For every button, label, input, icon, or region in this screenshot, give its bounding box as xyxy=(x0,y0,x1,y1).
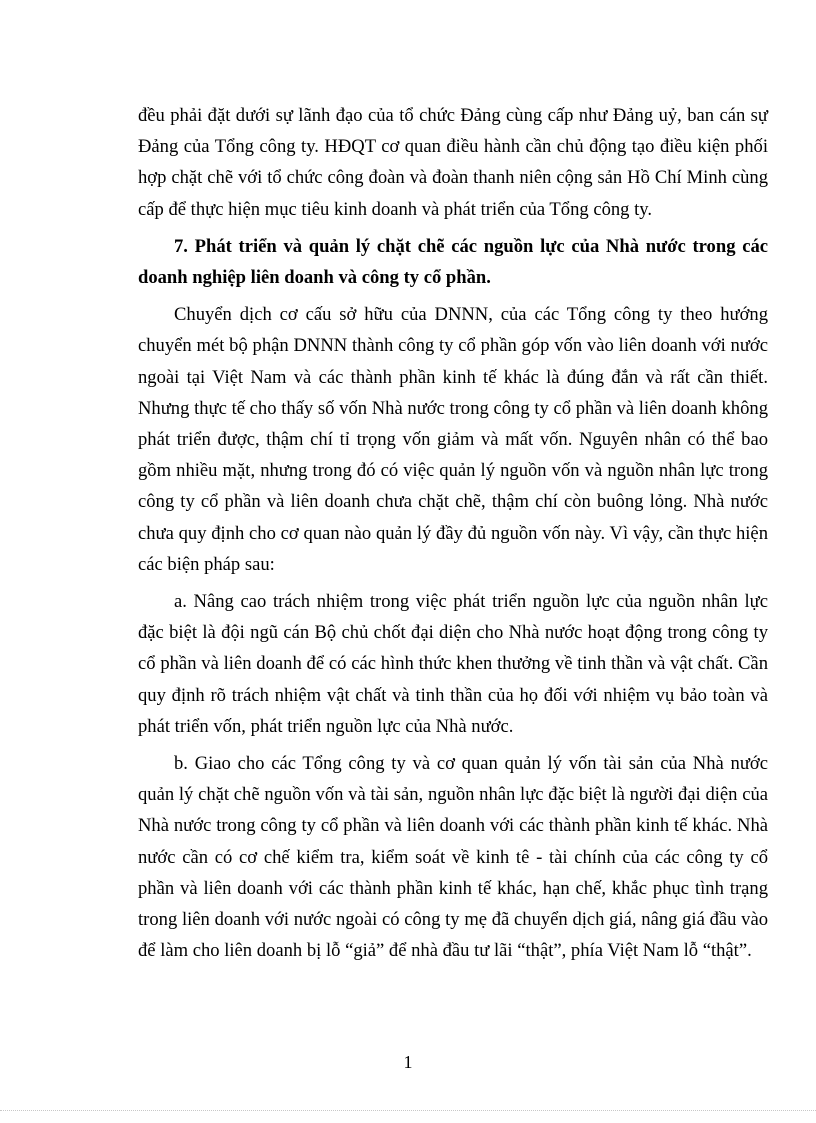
paragraph-ownership: Chuyển dịch cơ cấu sở hữu của DNNN, của các Tổng công ty theo hướng chuyển mét bộ phận DNNN thành công ty cổ phần góp vốn vào liên doanh với nước ngoài tại Việt Nam và các thành phần kinh tế khác là đúng đắn và rất cần thiết. Nhưng thực tế cho thấy số vốn Nhà nước trong công ty cổ phần và liên doanh không phát triển được, thậm chí tỉ trọng vốn giảm và mất vốn. Nguyên nhân có thể bao gồm nhiều mặt, nhưng trong đó có việc quản lý nguồn vốn và nguồn nhân lực trong công ty cổ phần và liên doanh chưa chặt chẽ, thậm chí còn buông lỏng. Nhà nước chưa quy định cho cơ quan nào quản lý đầy đủ nguồn vốn này. Vì vậy, cần thực hiện các biện pháp sau: xyxy=(138,304,768,575)
section-heading: 7. Phát triển và quản lý chặt chẽ các nguồn lực của Nhà nước trong các doanh nghiệp liên doanh và công ty cổ phần. xyxy=(138,235,768,289)
paragraph-measure-b: b. Giao cho các Tổng công ty và cơ quan quản lý vốn tài sản của Nhà nước quản lý chặt chẽ nguồn vốn và tài sản, nguồn nhân lực đặc biệt là người đại diện của Nhà nước trong công ty cổ phần và liên doanh với các thành phần kinh tế khác. Nhà nước cần có cơ chế kiểm tra, kiểm soát về kinh tê - tài chính của các công ty cổ phần và liên doanh với các thành phần kinh tế khác, hạn chế, khắc phục tình trạng trong liên doanh với nước ngoài có công ty mẹ đã chuyển dịch giá, nâng giá đầu vào để làm cho liên doanh bị lỗ “giả” để nhà đầu tư lãi “thật”, phía Việt Nam lỗ “thật”. xyxy=(138,753,768,962)
paragraph-continuation: đều phải đặt dưới sự lãnh đạo của tổ chức Đảng cùng cấp như Đảng uỷ, ban cán sự Đảng của Tổng công ty. HĐQT cơ quan điều hành cần chủ động tạo điều kiện phối hợp chặt chẽ với tổ chức công đoàn và đoàn thanh niên cộng sản Hồ Chí Minh cùng cấp để thực hiện mục tiêu kinh doanh và phát triển của Tổng công ty. xyxy=(138,105,768,220)
page-number: 1 xyxy=(403,1052,413,1072)
document-body xyxy=(138,100,768,972)
paragraph-measure-a: a. Nâng cao trách nhiệm trong việc phát triển nguồn lực của nguồn nhân lực đặc biệt là đội ngũ cán Bộ chủ chốt đại diện cho Nhà nước hoạt động trong công ty cổ phần và liên doanh để có các hình thức khen thưởng về tinh thần và vật chất. Cần quy định rõ trách nhiệm vật chất và tinh thần của họ đối với nhiệm vụ bảo toàn và phát triển vốn, phát triển nguồn lực của Nhà nước. xyxy=(138,591,768,737)
page-bottom-divider xyxy=(0,1110,816,1111)
